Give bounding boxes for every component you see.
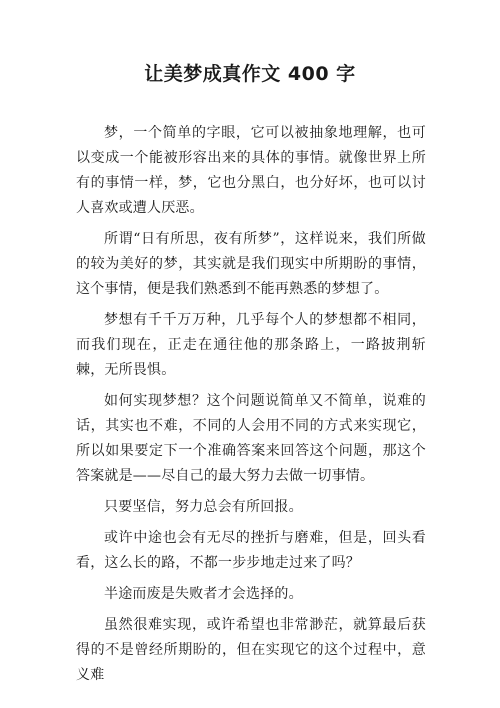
document-title: 让美梦成真作文 400 字	[144, 63, 356, 85]
paragraph: 梦，一个简单的字眼，它可以被抽象地理解，也可以变成一个能被形容出来的具体的事情。就像世界上所有的事情一样，梦，它也分黑白，也分好坏，也可以讨人喜欢或遭人厌恶。	[76, 125, 426, 216]
paragraph: 只要坚信，努力总会有所回报。	[104, 499, 303, 515]
document-body	[76, 121, 426, 694]
paragraph: 梦想有千千万万种，几乎每个人的梦想都不相同，而我们现在，正走在通往他的那条路上，一路披荆斩棘，无所畏惧。	[76, 312, 426, 378]
paragraph: 半途而废是失败者才会选择的。	[104, 586, 303, 602]
paragraph: 虽然很难实现，或许希望也非常渺茫，就算最后获得的不是曾经所期盼的，但在实现它的这个过程中，意义难	[76, 617, 426, 683]
paragraph: 所谓“日有所思，夜有所梦”，这样说来，我们所做的较为美好的梦，其实就是我们现实中所期盼的事情，这个事情，便是我们熟悉到不能再熟悉的梦想了。	[76, 231, 426, 297]
paragraph: 如何实现梦想？这个问题说简单又不简单，说难的话，其实也不难，不同的人会用不同的方式来实现它，所以如果要定下一个准确答案来回答这个问题，那这个答案就是——尽自己的最大努力去做一切事情。	[76, 393, 426, 484]
paragraph: 或许中途也会有无尽的挫折与磨难，但是，回头看看，这么长的路，不都一步步地走过来了吗？	[76, 530, 426, 571]
